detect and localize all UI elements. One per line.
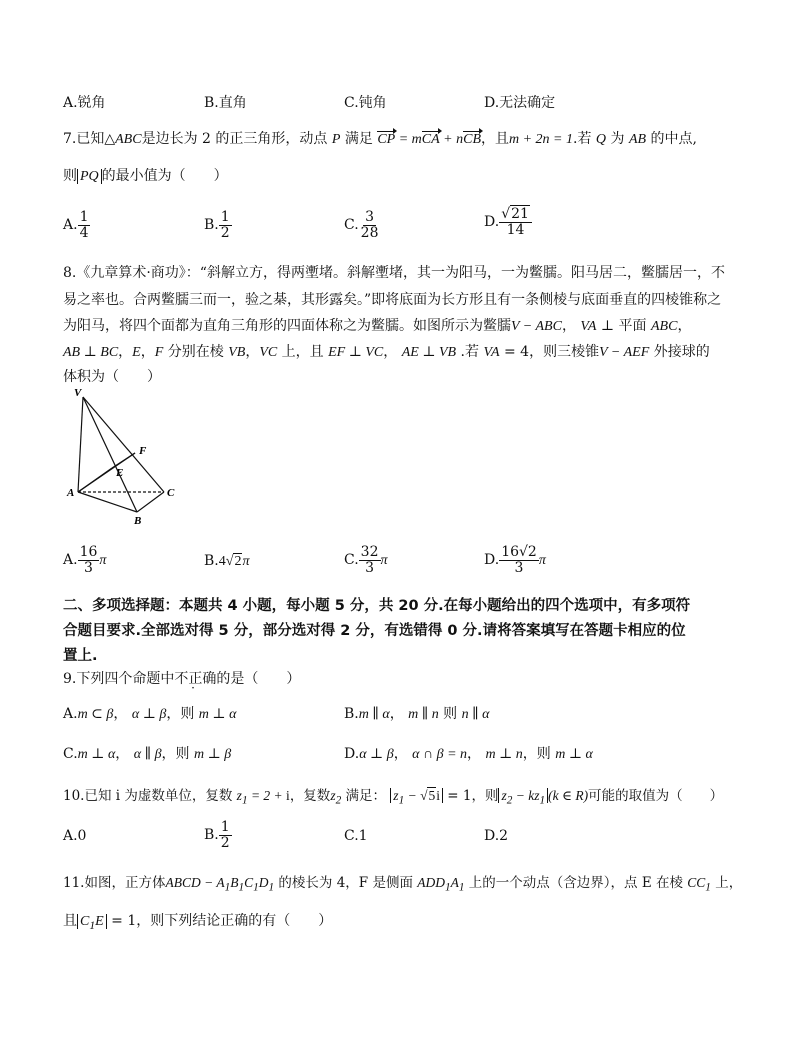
q7-option-c: C. $\frac{3}{28}$	[344, 209, 379, 241]
q8-line3: 为阳马，将四个面都为直角三角形的四面体称之为鳖臑。如图所示为鳖臑V − ABC， VA ⊥ 平面 ABC，	[63, 318, 692, 334]
q6-option-c: C.钝角	[344, 95, 387, 111]
edge-vb	[83, 397, 137, 512]
edge-bc	[137, 492, 164, 512]
q9-option-b: B.m ∥ α， m ∥ n 则 n ∥ α	[344, 706, 490, 722]
q9-option-c: C.m ⊥ α， α ∥ β，则 m ⊥ β	[63, 746, 232, 762]
q9-option-a: A.m ⊂ β， α ⊥ β，则 m ⊥ α	[63, 706, 237, 722]
label-c: C	[167, 487, 175, 499]
q8-option-c: C. $\frac{32}{3}$ π	[344, 544, 388, 576]
q6-option-b: B.直角	[204, 95, 247, 111]
q7-option-b: B. $\frac{1}{2}$	[204, 209, 230, 241]
q7-line1: 7.已知△ABC是边长为 2 的正三角形，动点 P 满足 CP = mCA + nCB，且m + 2n = 1.若 Q 为 AB 的中点,	[63, 131, 697, 147]
q7-option-a: A. $\frac{1}{4}$	[63, 209, 89, 241]
q7-line2: 则 PQ 的最小值为（ ）	[63, 168, 228, 184]
q10-option-d: D.2	[484, 828, 509, 844]
q10-option-a: A.0	[63, 828, 87, 844]
label-b: B	[134, 515, 142, 527]
tetrahedron-figure	[66, 384, 186, 530]
q6-option-a: A.锐角	[63, 95, 106, 111]
q6-option-d: D.无法确定	[484, 95, 556, 111]
q10-option-b: B. $\frac{1}{2}$	[204, 819, 230, 851]
edge-ab	[78, 492, 137, 512]
edge-va	[78, 397, 83, 492]
q8-line5: 体积为（ ）	[63, 369, 161, 385]
q8-line2: 易之率也。合两鳖臑三而一，验之棊，其形露矣。”即将底面为长方形且有一条侧棱与底面垂直的四棱锥称之	[63, 292, 722, 308]
q9-stem: 9.下列四个命题中不正确的是（ ）	[63, 671, 301, 687]
section2-line3: 置上.	[63, 648, 98, 664]
label-v: V	[74, 387, 82, 399]
q8-option-b: B.4√2π	[204, 553, 250, 569]
section2-line2: 合题目要求.全部选对得 5 分，部分选对得 2 分，有选错得 0 分.请将答案填写在答题卡相应的位	[63, 623, 686, 639]
q8-line1: 8.《九章算术·商功》：“斜解立方，得两壍堵。斜解壍堵，其一为阳马，一为鳖臑。阳马居二，鳖臑居一，不	[63, 265, 725, 281]
q8-line4: AB ⊥ BC，E，F 分别在棱 VB，VC 上，且 EF ⊥ VC， AE ⊥ VB .若 VA = 4，则三棱锥V − AEF 外接球的	[63, 344, 710, 360]
q11-line2: 且 $C_1E = 1$，则下列结论正确的有（ ）	[63, 913, 333, 932]
q9-emphasis: 不正确	[174, 671, 217, 687]
q8-option-d: D. $\frac{16√2}{3}$ π	[484, 544, 546, 576]
q9-option-d: D.α ⊥ β， α ∩ β = n， m ⊥ n，则 m ⊥ α	[344, 746, 593, 762]
edge-vc	[83, 397, 164, 492]
q10-stem: 10.已知 i 为虚数单位，复数 $z_1 = 2 + i$，复数$z_2$ 满足： $z_1 - √5i = 1$，则 $z_2 - kz_1$ (k ∈ R)可能的取值为（ ）	[63, 788, 724, 807]
q10-option-c: C.1	[344, 828, 368, 844]
section2-line1: 二、多项选择题：本题共 4 小题，每小题 5 分，共 20 分.在每小题给出的四个选项中，有多项符	[63, 598, 691, 614]
label-f: F	[139, 445, 147, 457]
label-e: E	[116, 467, 124, 479]
q7-option-d: D. $\frac{√21}{14}$	[484, 207, 532, 237]
segment-af	[78, 453, 135, 492]
label-a: A	[67, 487, 75, 499]
q8-option-a: A. $\frac{16}{3}$ π	[63, 544, 107, 576]
q11-line1: 11.如图，正方体ABCD − $A_1B_1C_1D_1$ 的棱长为 4，F 是侧面 $ADD_1A_1$ 上的一个动点（含边界），点 E 在棱 $CC_1$ 上，	[63, 875, 743, 894]
